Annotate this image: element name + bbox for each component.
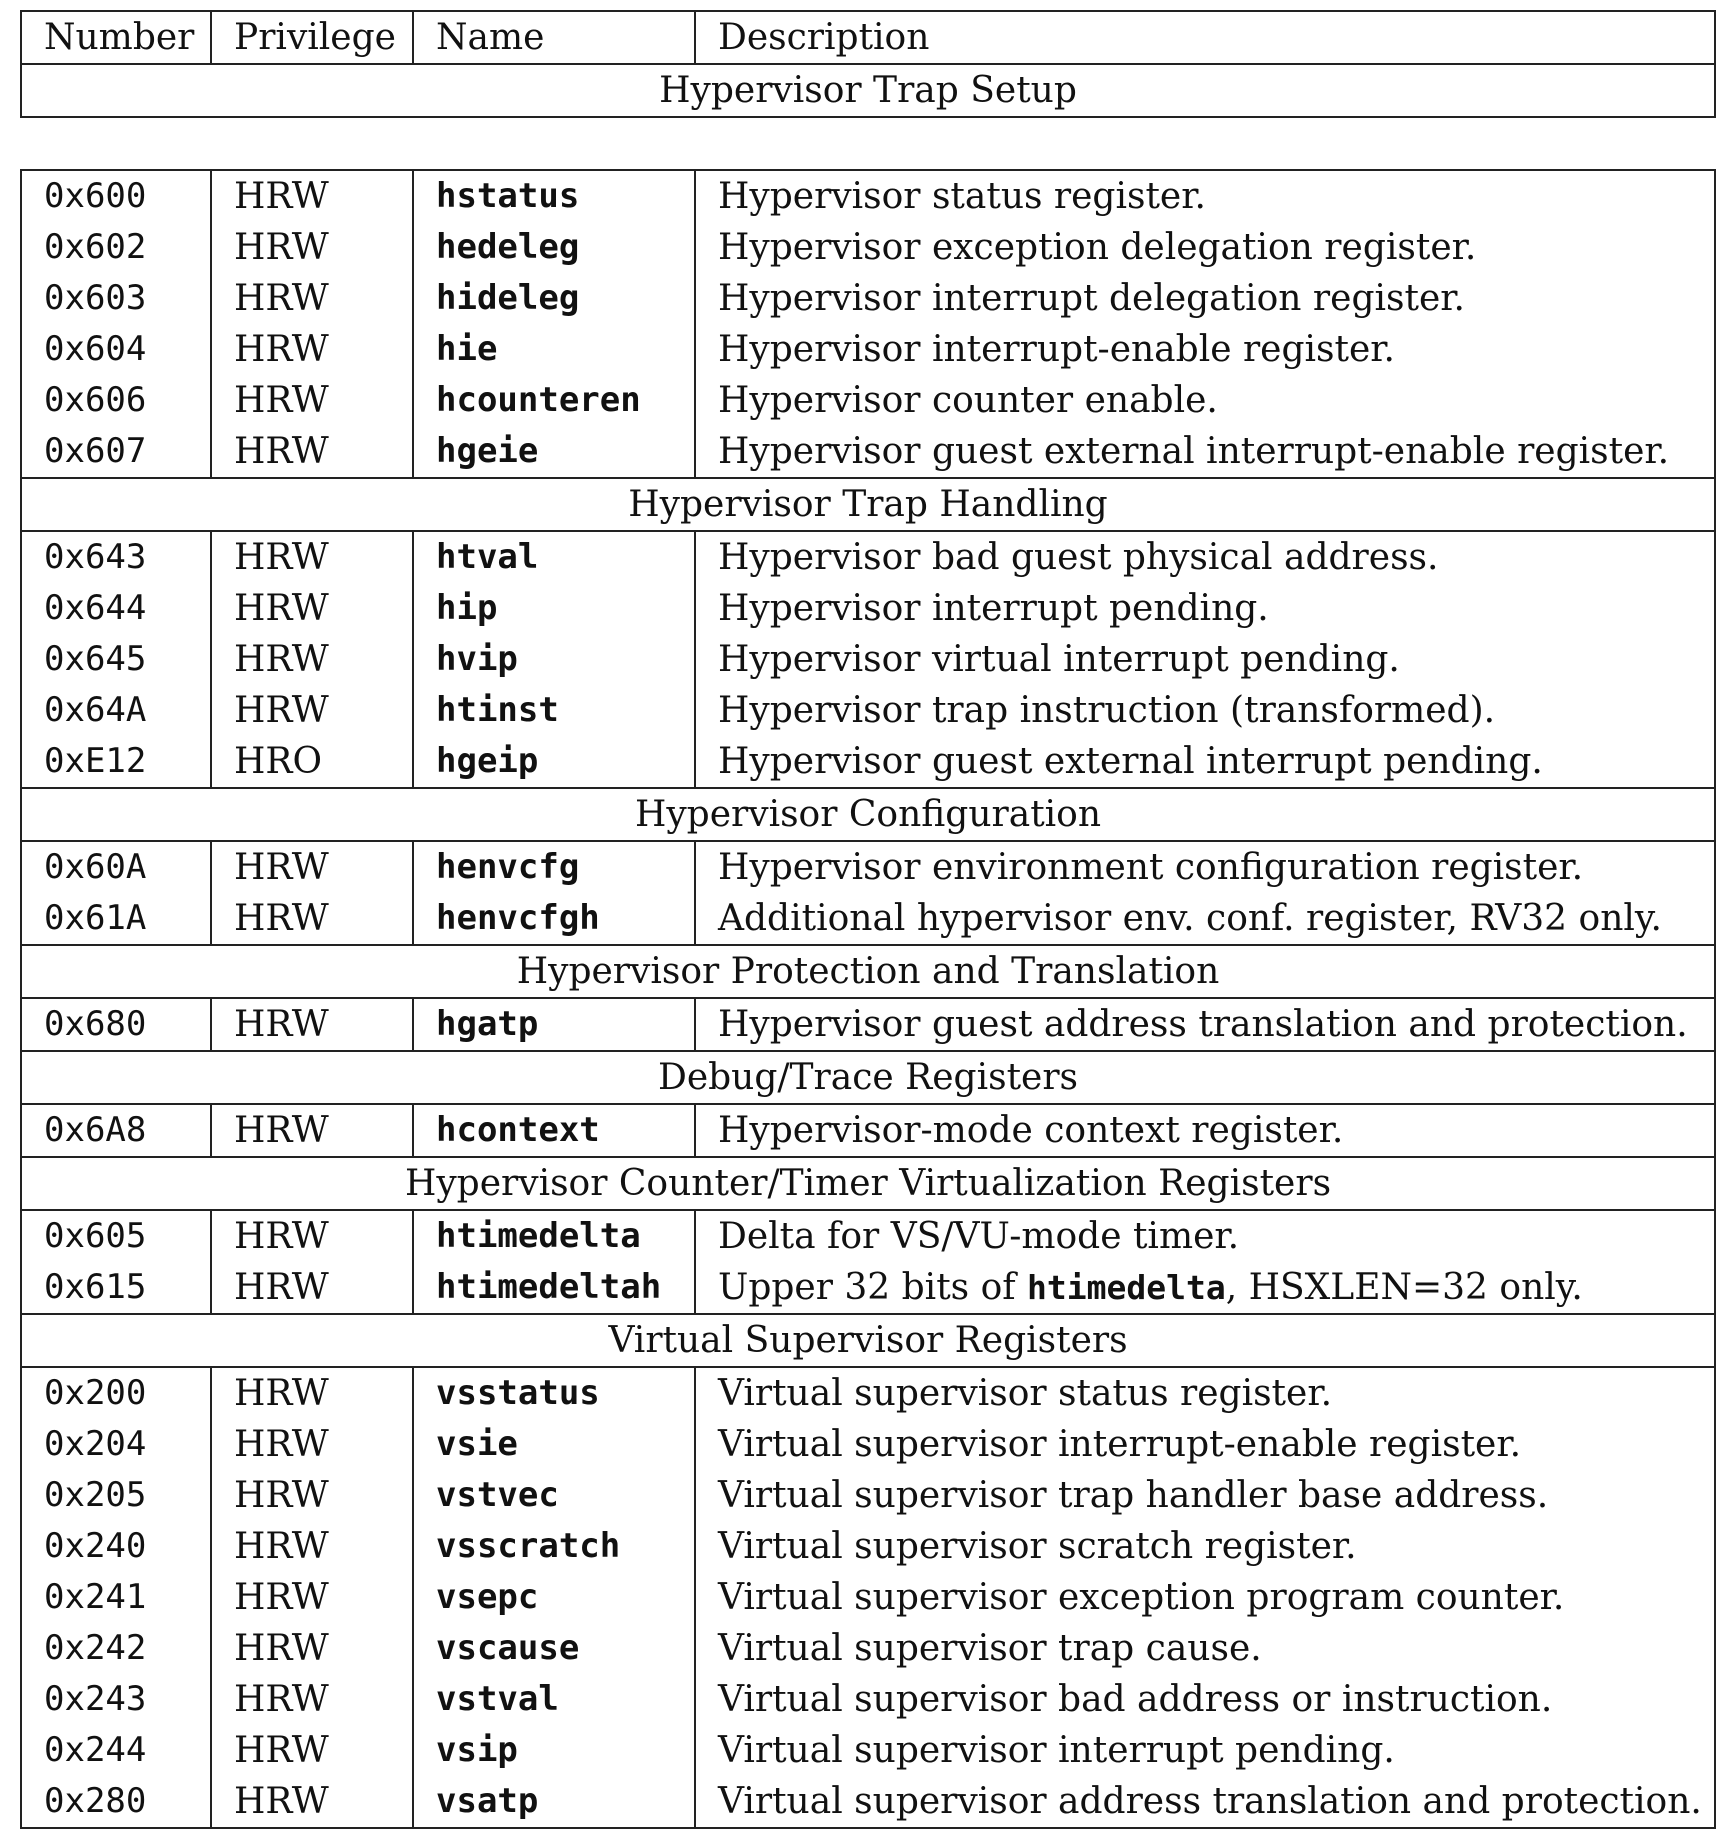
table-row [21,1210,1715,1262]
csr-number: 0x600 [21,170,211,222]
csr-name: vsstatus [413,1367,695,1419]
inline-register-name: htimedelta [1027,1268,1226,1307]
csr-privilege: HRW [211,1776,413,1828]
csr-name: hie [413,324,695,375]
csr-description: Hypervisor counter enable. [695,375,1715,426]
table-row [21,1725,1715,1776]
csr-number: 0x643 [21,531,211,583]
csr-number: 0x644 [21,583,211,634]
table-row [21,1262,1715,1314]
csr-description: Virtual supervisor scratch register. [695,1521,1715,1572]
csr-number: 0x603 [21,273,211,324]
csr-privilege: HRW [211,1725,413,1776]
csr-description: Hypervisor virtual interrupt pending. [695,634,1715,685]
csr-number: 0x605 [21,1210,211,1262]
csr-number: 0x242 [21,1623,211,1674]
csr-table [20,10,1716,1829]
csr-privilege: HRW [211,998,413,1051]
table-row [21,375,1715,426]
table-row [21,1623,1715,1674]
table-body [21,64,1715,1828]
table-row [21,222,1715,273]
table-row [21,736,1715,788]
csr-name: vsie [413,1419,695,1470]
table-row [21,324,1715,375]
csr-name: hgeie [413,426,695,478]
csr-privilege: HRW [211,583,413,634]
table-row [21,998,1715,1051]
csr-privilege: HRW [211,1262,413,1314]
csr-name: vsscratch [413,1521,695,1572]
csr-description: Hypervisor environment configuration register. [695,841,1715,893]
table-row [21,531,1715,583]
csr-privilege: HRW [211,1521,413,1572]
csr-privilege: HRW [211,1419,413,1470]
csr-number: 0x60A [21,841,211,893]
csr-description: Virtual supervisor trap cause. [695,1623,1715,1674]
csr-number: 0x680 [21,998,211,1051]
csr-privilege: HRW [211,893,413,945]
csr-privilege: HRW [211,1210,413,1262]
csr-description: Virtual supervisor status register. [695,1367,1715,1419]
table-row [21,1104,1715,1157]
table-row [21,1674,1715,1725]
csr-description: Virtual supervisor interrupt-enable register. [695,1419,1715,1470]
csr-description: Hypervisor trap instruction (transformed). [695,685,1715,736]
csr-privilege: HRW [211,1470,413,1521]
csr-name: henvcfg [413,841,695,893]
section-gap-cell [21,117,1715,170]
section-title: Hypervisor Counter/Timer Virtualization Registers [21,1157,1715,1210]
csr-description: Hypervisor guest address translation and protection. [695,998,1715,1051]
csr-name: vscause [413,1623,695,1674]
csr-name: htval [413,531,695,583]
section-header-row [21,1314,1715,1367]
table-row [21,634,1715,685]
table-header [21,11,1715,64]
csr-number: 0x241 [21,1572,211,1623]
csr-description: Hypervisor status register. [695,170,1715,222]
csr-name: htimedeltah [413,1262,695,1314]
csr-number: 0x64A [21,685,211,736]
csr-number: 0x615 [21,1262,211,1314]
csr-description: Virtual supervisor interrupt pending. [695,1725,1715,1776]
header-description: Description [695,11,1715,64]
table-row [21,170,1715,222]
table-row [21,426,1715,478]
csr-name: vstval [413,1674,695,1725]
csr-description: Hypervisor interrupt-enable register. [695,324,1715,375]
csr-name: hvip [413,634,695,685]
csr-number: 0x240 [21,1521,211,1572]
section-header-row [21,1157,1715,1210]
csr-description: Hypervisor bad guest physical address. [695,531,1715,583]
csr-number: 0x602 [21,222,211,273]
csr-number: 0x243 [21,1674,211,1725]
csr-number: 0x6A8 [21,1104,211,1157]
description-text: , HSXLEN=32 only. [1225,1267,1583,1308]
table-row [21,685,1715,736]
table-row [21,1572,1715,1623]
section-header-row [21,64,1715,117]
csr-privilege: HRW [211,685,413,736]
csr-name: vstvec [413,1470,695,1521]
header-privilege: Privilege [211,11,413,64]
csr-description: Hypervisor interrupt delegation register. [695,273,1715,324]
table-row [21,273,1715,324]
csr-name: hstatus [413,170,695,222]
csr-privilege: HRW [211,531,413,583]
csr-description: Virtual supervisor address translation and protection. [695,1776,1715,1828]
section-title: Virtual Supervisor Registers [21,1314,1715,1367]
table-row [21,1776,1715,1828]
csr-description: Hypervisor-mode context register. [695,1104,1715,1157]
csr-name: hcontext [413,1104,695,1157]
table-row [21,1470,1715,1521]
section-title: Hypervisor Protection and Translation [21,945,1715,998]
csr-number: 0x606 [21,375,211,426]
csr-number: 0x645 [21,634,211,685]
header-name: Name [413,11,695,64]
csr-number: 0x205 [21,1470,211,1521]
header-row [21,11,1715,64]
csr-number: 0x604 [21,324,211,375]
table-row [21,1367,1715,1419]
csr-privilege: HRW [211,170,413,222]
csr-description: Virtual supervisor trap handler base address. [695,1470,1715,1521]
table-row [21,583,1715,634]
csr-privilege: HRW [211,634,413,685]
csr-name: vsip [413,1725,695,1776]
csr-description: Hypervisor exception delegation register. [695,222,1715,273]
csr-number: 0x244 [21,1725,211,1776]
csr-name: hgatp [413,998,695,1051]
section-title: Hypervisor Trap Handling [21,478,1715,531]
section-gap [21,117,1715,170]
table-row [21,841,1715,893]
section-header-row [21,945,1715,998]
csr-privilege: HRW [211,1623,413,1674]
csr-name: htinst [413,685,695,736]
csr-name: hcounteren [413,375,695,426]
csr-privilege: HRW [211,375,413,426]
section-title: Hypervisor Trap Setup [21,64,1715,117]
csr-name: hideleg [413,273,695,324]
csr-name: hedeleg [413,222,695,273]
table-row [21,1419,1715,1470]
csr-name: hip [413,583,695,634]
csr-privilege: HRW [211,426,413,478]
csr-number: 0x61A [21,893,211,945]
section-header-row [21,788,1715,841]
csr-privilege: HRW [211,1104,413,1157]
csr-description: Hypervisor interrupt pending. [695,583,1715,634]
table-row [21,893,1715,945]
csr-description: Additional hypervisor env. conf. register, RV32 only. [695,893,1715,945]
csr-description: Hypervisor guest external interrupt pending. [695,736,1715,788]
csr-name: hgeip [413,736,695,788]
csr-description: Virtual supervisor exception program counter. [695,1572,1715,1623]
csr-privilege: HRW [211,324,413,375]
section-header-row [21,1051,1715,1104]
csr-number: 0xE12 [21,736,211,788]
csr-privilege: HRO [211,736,413,788]
csr-privilege: HRW [211,841,413,893]
csr-privilege: HRW [211,1367,413,1419]
csr-name: henvcfgh [413,893,695,945]
csr-name: vsepc [413,1572,695,1623]
section-header-row [21,478,1715,531]
csr-privilege: HRW [211,273,413,324]
csr-number: 0x607 [21,426,211,478]
header-number: Number [21,11,211,64]
csr-privilege: HRW [211,222,413,273]
csr-description [695,1262,1715,1314]
csr-name: htimedelta [413,1210,695,1262]
csr-description: Delta for VS/VU-mode timer. [695,1210,1715,1262]
table-row [21,1521,1715,1572]
csr-description: Hypervisor guest external interrupt-enable register. [695,426,1715,478]
csr-name: vsatp [413,1776,695,1828]
csr-privilege: HRW [211,1674,413,1725]
section-title: Debug/Trace Registers [21,1051,1715,1104]
csr-description: Virtual supervisor bad address or instruction. [695,1674,1715,1725]
csr-number: 0x280 [21,1776,211,1828]
description-text: Upper 32 bits of [718,1267,1028,1308]
csr-number: 0x204 [21,1419,211,1470]
csr-number: 0x200 [21,1367,211,1419]
csr-privilege: HRW [211,1572,413,1623]
section-title: Hypervisor Configuration [21,788,1715,841]
